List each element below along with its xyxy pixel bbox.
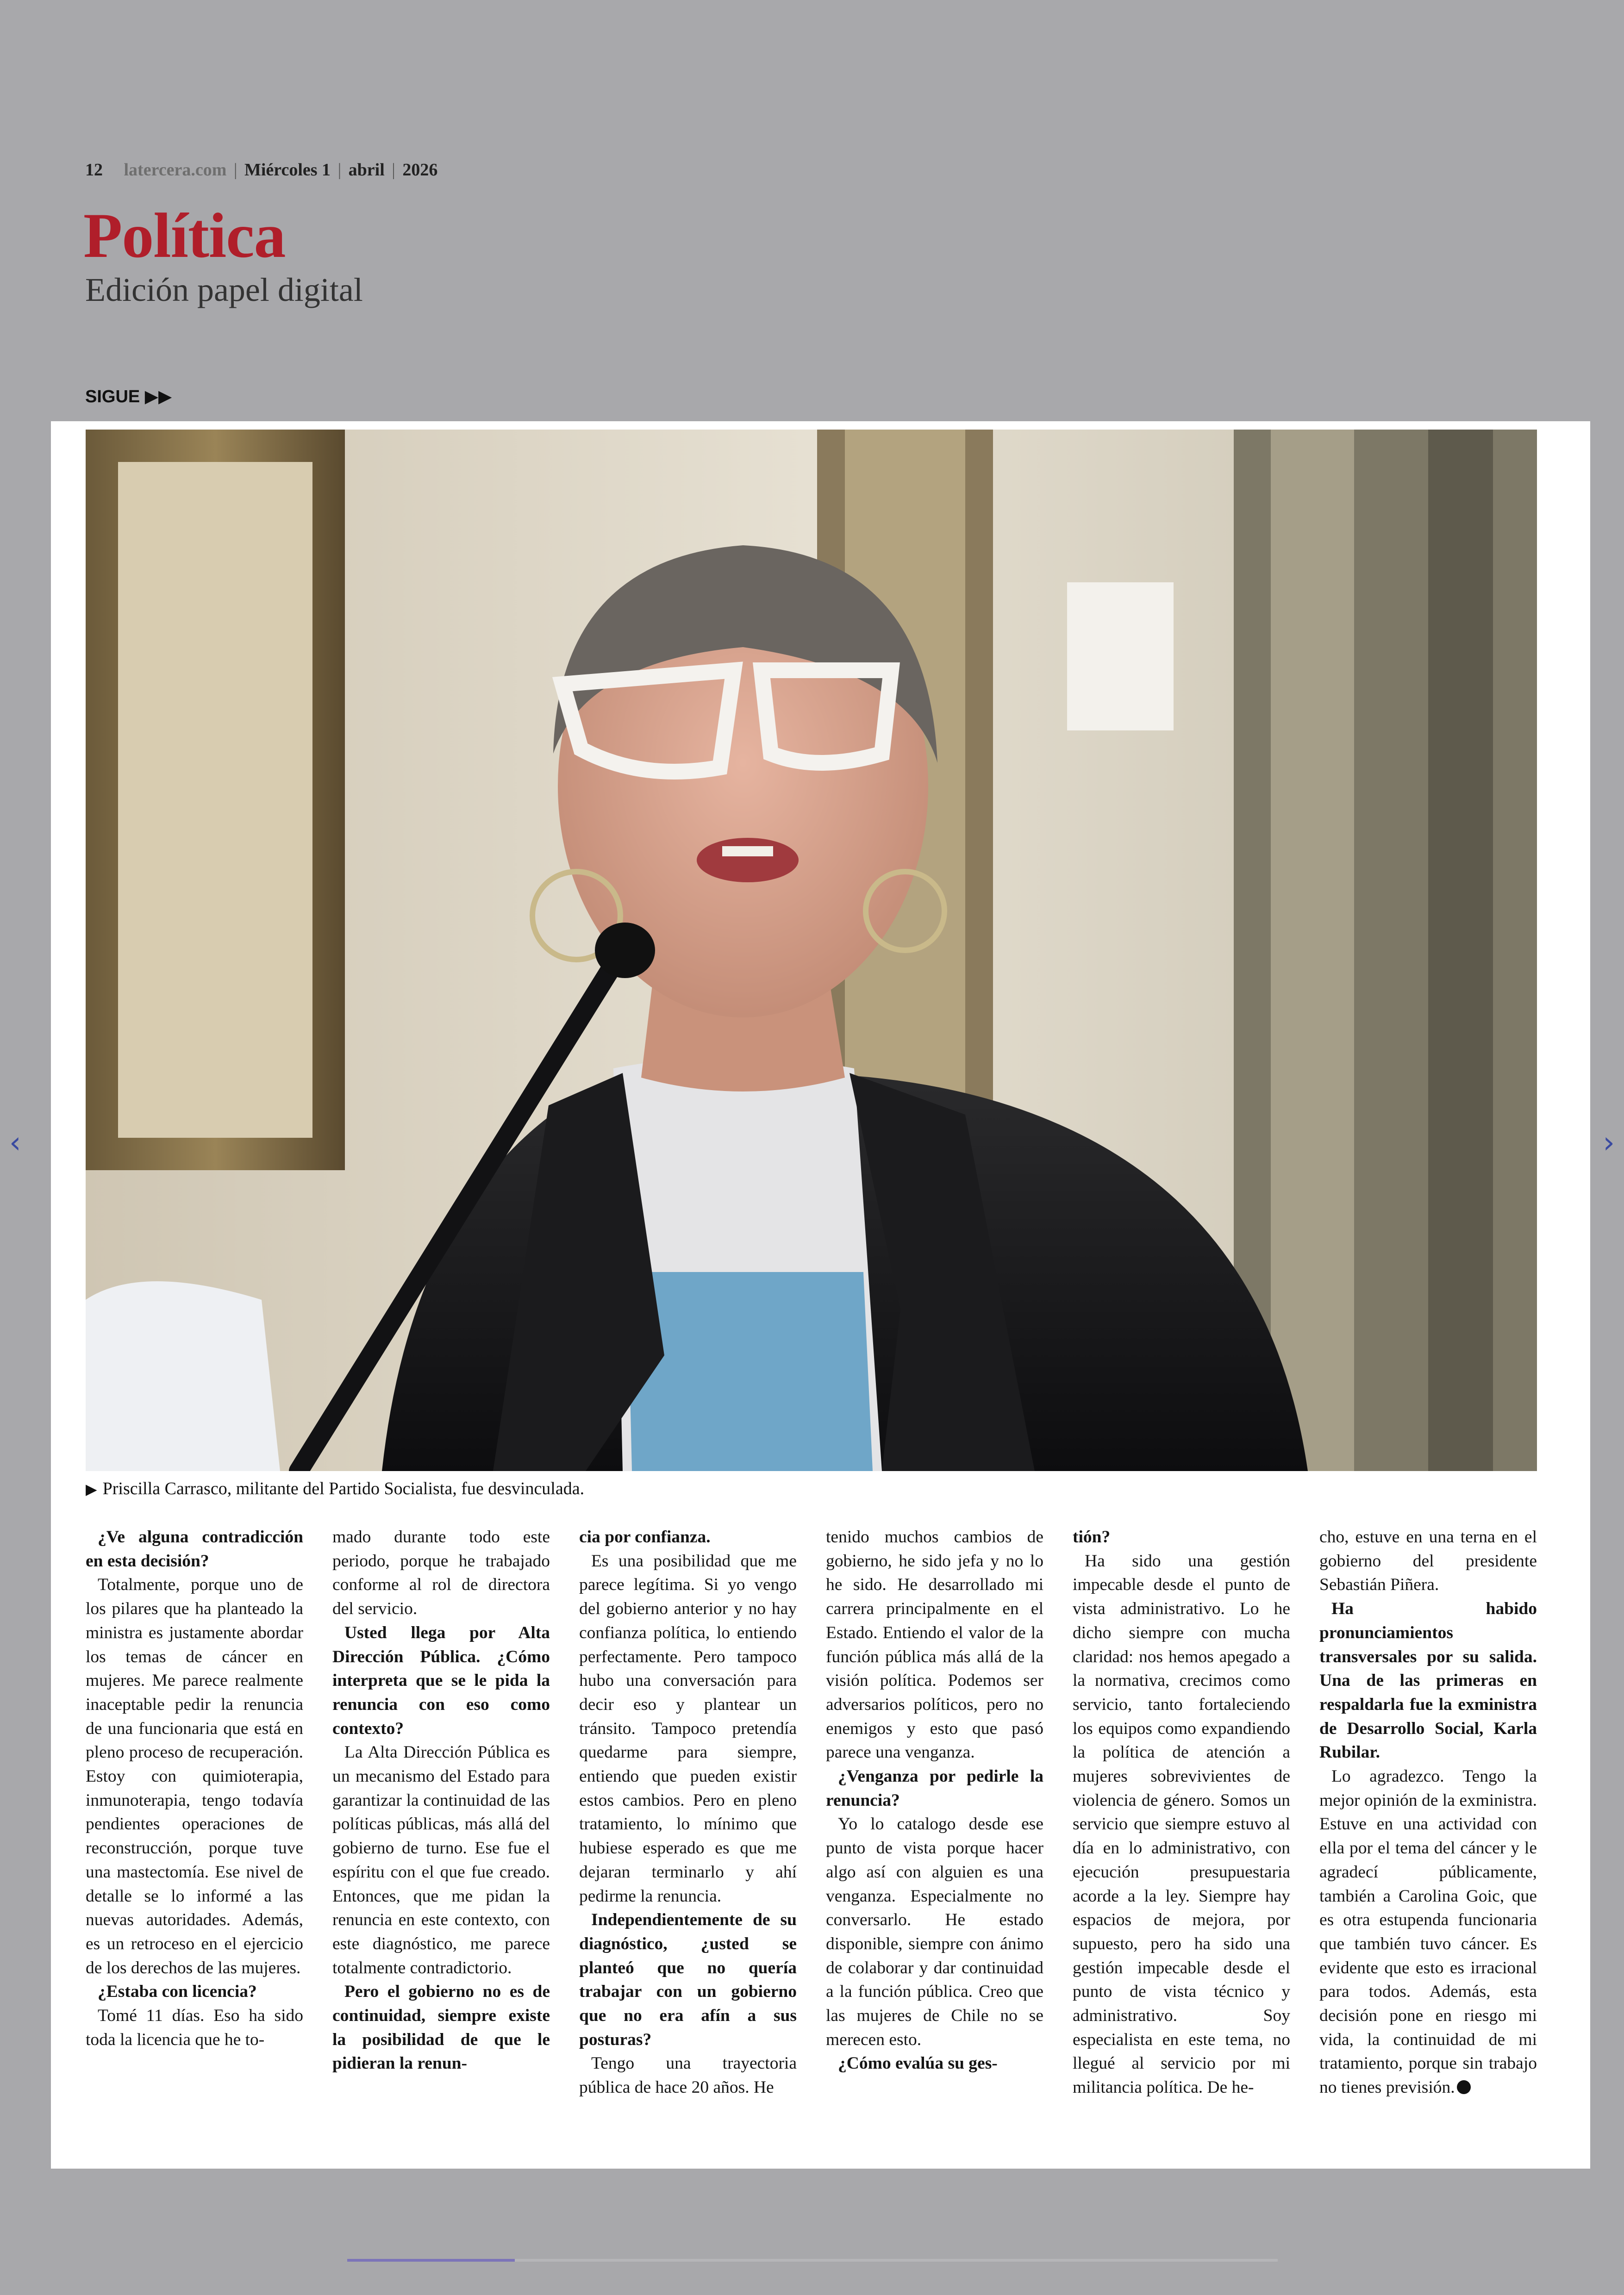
separator: |: [233, 160, 237, 180]
article-column-4: [826, 1525, 1043, 2164]
page-number: 12: [85, 160, 103, 180]
final-answer-text: Lo agradezco. Tengo la mejor opinión de la exministra. Estuve en una actividad con ella por el tema del cáncer y le agradecí públicamente, también a Carolina Goic, que es otra estupenda funcionaria que también tuvo cáncer. Es evidente que esto es irracional para todos. Además, esta decisión pone en riesgo mi vida, la continuidad de mi tratamiento, porque sin trabajo no tienes previsión.: [1319, 1767, 1537, 2097]
interview-answer: mado durante todo este periodo, porque he trabajado conforme al rol de directora del servicio.: [332, 1528, 550, 1619]
chevron-left-icon: ‹: [9, 1126, 21, 1160]
interview-question: Ha habido pronunciamientos transversales por su salida. Una de las primeras en respaldarla fue la exministra de Desarrollo Social, Karla Rubilar.: [1319, 1599, 1537, 1762]
interview-question: ¿Venganza por pedirle la renuncia?: [826, 1767, 1043, 1810]
article-column-6: [1319, 1525, 1537, 2164]
interview-question: Independientemente de su diagnóstico, ¿usted se planteó que no quería trabajar con un gobierno que no era afín a sus posturas?: [579, 1910, 797, 2049]
interview-question: Usted llega por Alta Dirección Pública. ¿Cómo interpreta que se le pida la renuncia con eso como contexto?: [332, 1623, 550, 1738]
date-month: abril: [348, 160, 385, 180]
caption-text: Priscilla Carrasco, militante del Partido Socialista, fue desvinculada.: [102, 1479, 585, 1498]
newspaper-page: [51, 421, 1590, 2169]
interview-question: ¿Estaba con licencia?: [98, 1982, 257, 2002]
interview-question: cia por confianza.: [579, 1528, 711, 1547]
interview-answer: Tengo una trayectoria pública de hace 20 años. He: [579, 2054, 797, 2097]
dateline: [85, 160, 437, 180]
interview-answer: [1319, 1765, 1537, 2100]
next-page-button[interactable]: [1603, 1126, 1615, 1160]
continues-marker: SIGUE ▶▶: [85, 387, 172, 406]
reading-progress-fill: [347, 2259, 515, 2262]
article-body: [86, 1525, 1537, 2164]
end-of-article-icon: [1457, 2080, 1471, 2094]
article-column-5: [1073, 1525, 1290, 2164]
photo-caption: [86, 1478, 1537, 1499]
interview-answer: cho, estuve en una terna en el gobierno del presidente Sebastián Piñera.: [1319, 1528, 1537, 1595]
interview-answer: Ha sido una gestión impecable desde el punto de vista administrativo. Lo he dicho siempre con mucha claridad: nos hemos apegado a la normativa, crecimos como servicio, tanto fortaleciendo los equipos como expandiendo la política de atención a mujeres sobrevivientes de violencia de género. Somos un servicio que siempre estuvo al día en lo administrativo, con ejecución presupuestaria acorde a la ley. Siempre hay espacios de mejora, por supuesto, pero ha sido una gestión impecable desde el punto de vista técnico y administrativo. Soy especialista en este tema, no llegué al servicio por mi militancia política. De he-: [1073, 1551, 1290, 2097]
previous-page-button[interactable]: [9, 1126, 21, 1160]
separator: |: [392, 160, 395, 180]
site-domain: latercera.com: [124, 160, 227, 180]
interview-question: tión?: [1073, 1528, 1111, 1547]
date-year: 2026: [402, 160, 438, 180]
date-day: Miércoles 1: [244, 160, 331, 180]
interview-question: ¿Ve alguna contradicción en esta decisión?: [86, 1528, 303, 1571]
interview-answer: La Alta Dirección Pública es un mecanismo del Estado para garantizar la continuidad de las políticas públicas, más allá del gobierno de turno. Ese fue el espíritu con el que fue creado. Entonces, que me pidan la renuncia en este contexto, con este diagnóstico, me parece totalmente contradictorio.: [332, 1743, 550, 1977]
portrait-photo: [86, 430, 1537, 1471]
photo-illustration: [86, 430, 1537, 1471]
article-column-2: [332, 1525, 550, 2164]
section-title: Política: [83, 200, 286, 271]
reading-progress-bar[interactable]: [347, 2259, 1278, 2262]
interview-answer: Yo lo catalogo desde ese punto de vista porque hacer algo así con alguien es una venganza. Especialmente no conversarlo. He estado disponible, siempre con ánimo de colaborar y dar continuidad a la función pública. Creo que las mujeres de Chile no se merecen esto.: [826, 1815, 1043, 2049]
edition-subtitle: Edición papel digital: [85, 271, 363, 308]
chevron-right-icon: ›: [1603, 1126, 1615, 1160]
interview-answer: Tomé 11 días. Eso ha sido toda la licencia que he to-: [86, 2006, 303, 2049]
caption-arrow-icon: ▶: [86, 1481, 97, 1497]
interview-question: Pero el gobierno no es de continuidad, siempre existe la posibilidad de que le pidieran la renun-: [332, 1982, 550, 2073]
interview-answer: Es una posibilidad que me parece legítima. Si yo vengo del gobierno anterior y no hay confianza política, lo entiendo perfectamente. Pero tampoco hubo una conversación para decir eso y plantear un tránsito. Tampoco pretendía quedarme para siempre, entiendo que pueden existir estos cambios. Pero en pleno tratamiento, lo mínimo que hubiese esperado es que me dejaran terminarlo y ahí pedirme la renuncia.: [579, 1551, 797, 1906]
article-column-1: [86, 1525, 303, 2164]
article-column-3: [579, 1525, 797, 2164]
interview-question: ¿Cómo evalúa su ges-: [838, 2054, 998, 2073]
separator: |: [337, 160, 342, 180]
interview-answer: Totalmente, porque uno de los pilares que ha planteado la ministra es justamente abordar los temas de cáncer en mujeres. Me parece realmente inaceptable pedir la renuncia de una funcionaria que está en pleno proceso de recuperación. Estoy con quimioterapia, inmunoterapia, tengo todavía pendientes operaciones de reconstrucción, porque tuve una mastectomía. Ese nivel de detalle se lo informé a las nuevas autoridades. Además, es un retroceso en el ejercicio de los derechos de las mujeres.: [86, 1575, 303, 1977]
page-header: [85, 160, 437, 180]
interview-answer: tenido muchos cambios de gobierno, he sido jefa y no lo he sido. He desarrollado mi carrera principalmente en el Estado. Entiendo el valor de la función pública más allá de la visión política. Podemos ser adversarios políticos, pero no enemigos y esto que pasó parece una venganza.: [826, 1528, 1043, 1762]
